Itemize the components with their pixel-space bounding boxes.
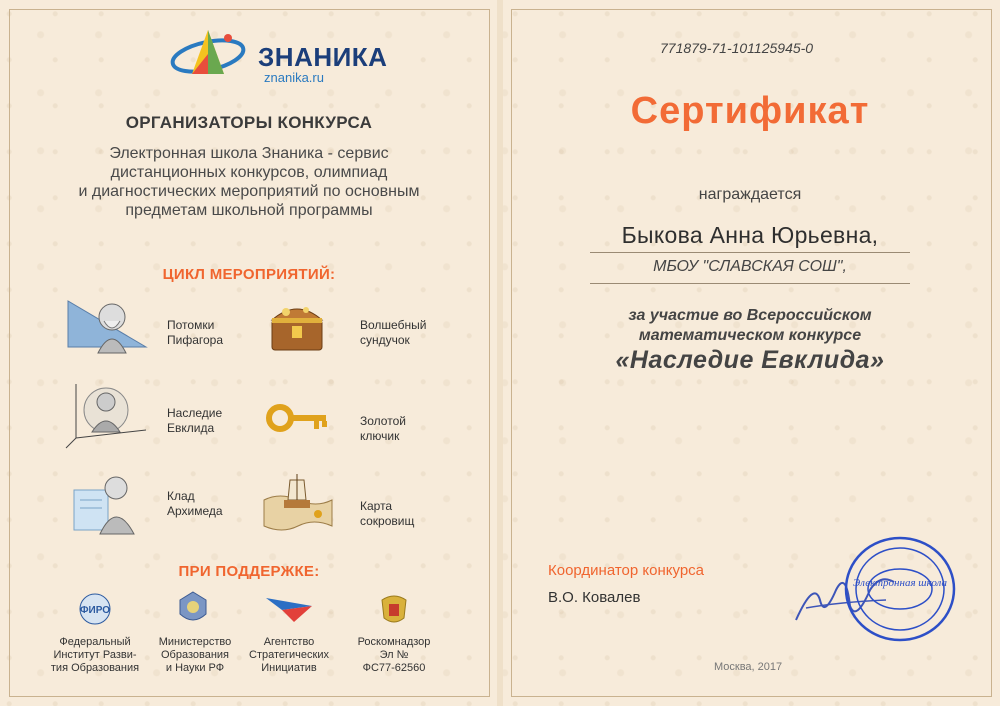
- ministry-emblem-icon: [176, 590, 210, 628]
- event-label: [360, 318, 426, 348]
- event-label: [360, 499, 414, 529]
- event-label: [360, 414, 406, 444]
- pythagoras-icon: [62, 295, 152, 355]
- event-line: Золотой: [360, 414, 406, 428]
- cycle-title: ЦИКЛ МЕРОПРИЯТИЙ:: [162, 266, 336, 283]
- contest-name: «Наследие Евклида»: [615, 346, 885, 374]
- supporter-line: Федеральный: [59, 636, 131, 648]
- event-line: ключик: [360, 429, 400, 443]
- event-line: Архимеда: [167, 504, 223, 518]
- contest-line: математическом конкурсе: [638, 327, 862, 344]
- event-line: сундучок: [360, 333, 410, 347]
- asi-logo-icon: [264, 594, 314, 624]
- golden-key-icon: [266, 398, 332, 438]
- logo-site: znanika.ru: [264, 70, 324, 85]
- organizers-text: [20, 144, 478, 220]
- contest-line: за участие во Всероссийском: [628, 307, 872, 324]
- organizers-line: и диагностических мероприятий по основным: [78, 183, 420, 200]
- event-line: Потомки: [167, 318, 215, 332]
- firo-logo-text: ФИРО: [79, 605, 111, 616]
- organizers-title: ОРГАНИЗАТОРЫ КОНКУРСА: [125, 113, 373, 132]
- supporter-label: [337, 636, 451, 675]
- event-line: Наследие: [167, 406, 223, 420]
- organizers-line: Электронная школа Знаника - сервис: [109, 145, 389, 162]
- event-label: [167, 489, 223, 519]
- supporter-line: Роскомнадзор: [357, 636, 431, 648]
- supporter-line: и Науки РФ: [165, 662, 225, 674]
- certificate-serial: 771879-71-101125945-0: [660, 40, 814, 56]
- supporter-line: Агентство: [263, 636, 315, 648]
- event-line: Клад: [167, 489, 195, 503]
- school-underline: [590, 283, 910, 284]
- supporter-line: тия Образования: [50, 662, 140, 674]
- stamp-text: Электронная школа: [853, 577, 947, 589]
- supporter-line: Образования: [160, 649, 230, 661]
- awarded-text: награждается: [698, 186, 802, 203]
- supporter-line: Стратегических: [249, 649, 329, 661]
- support-title: ПРИ ПОДДЕРЖКЕ:: [178, 563, 320, 580]
- event-line: Пифагора: [167, 333, 224, 347]
- event-label: [167, 318, 223, 348]
- supporter-line: ФС77-62560: [362, 662, 426, 674]
- coordinator-name: В.О. Ковалев: [548, 589, 641, 606]
- znanika-logo-icon: [168, 24, 248, 84]
- organizers-line: предметам школьной программы: [125, 202, 373, 219]
- place-date: Москва, 2017: [714, 661, 783, 673]
- russia-coat-of-arms-icon: [378, 592, 410, 628]
- event-line: сокровищ: [360, 514, 415, 528]
- event-label: [167, 406, 222, 436]
- logo-name: ЗНАНИКА: [258, 42, 388, 72]
- event-line: Карта: [360, 499, 393, 513]
- supporter-line: Инициатив: [261, 662, 317, 674]
- recipient-school: МБОУ "СЛАВСКАЯ СОШ",: [653, 258, 847, 275]
- event-line: Волшебный: [360, 318, 427, 332]
- name-underline: [590, 252, 910, 253]
- archimedes-icon: [70, 470, 140, 536]
- supporter-line: Институт Разви-: [53, 649, 137, 661]
- certificate-title: Сертификат: [630, 90, 870, 132]
- supporter-label: [142, 636, 248, 675]
- supporter-line: Эл №: [379, 649, 409, 661]
- supporter-label: [42, 636, 148, 675]
- official-stamp-icon: [842, 534, 958, 644]
- firo-logo-icon: [75, 592, 115, 626]
- recipient-name: Быкова Анна Юрьевна,: [621, 222, 879, 248]
- treasure-chest-icon: [266, 296, 328, 356]
- fold-gutter: [497, 0, 503, 706]
- euclid-icon: [62, 380, 152, 450]
- event-line: Евклида: [167, 421, 215, 435]
- supporter-label: [236, 636, 342, 675]
- coordinator-label: Координатор конкурса: [548, 562, 705, 579]
- supporter-line: Министерство: [158, 636, 232, 648]
- organizers-line: дистанционных конкурсов, олимпиад: [110, 164, 388, 181]
- treasure-map-icon: [260, 470, 336, 532]
- contest-description: [520, 306, 980, 346]
